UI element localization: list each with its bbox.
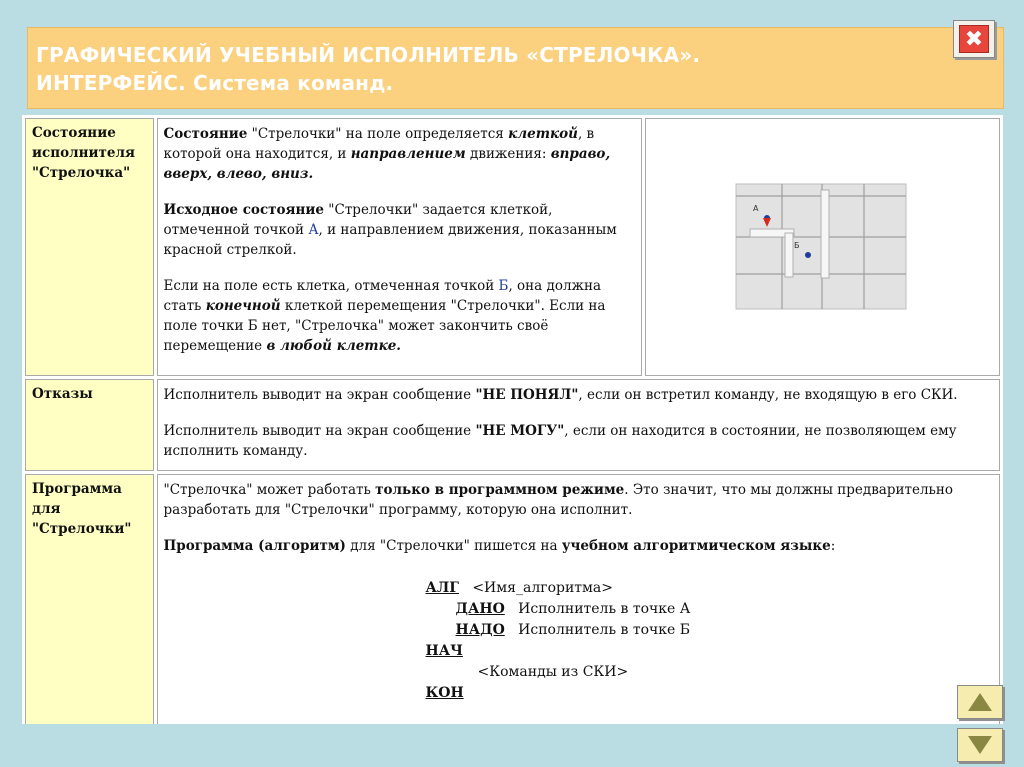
state-paragraph-2: Исходное состояние "Стрелочки" задается клеткой, отмеченной точкой А, и направлением движения, показанным красной стрелкой. xyxy=(163,202,617,258)
next-slide-button[interactable] xyxy=(957,728,1003,762)
title-banner xyxy=(27,27,1004,109)
algorithm-template xyxy=(426,578,993,704)
page-title-line2: ИНТЕРФЕЙС. Система команд. xyxy=(36,71,394,95)
table-row-state xyxy=(25,118,1000,376)
triangle-down-icon xyxy=(967,735,993,755)
program-paragraph-2: Программа (алгоритм) для "Стрелочки" пишется на учебном алгоритмическом языке: xyxy=(163,538,836,554)
close-icon: ✖ xyxy=(959,25,989,53)
info-table xyxy=(22,115,1003,724)
point-a-label: А xyxy=(752,204,758,213)
code-line-kon: КОН xyxy=(425,685,464,701)
wall-vertical-2 xyxy=(785,233,793,277)
previous-slide-button[interactable] xyxy=(957,685,1003,719)
wall-vertical xyxy=(821,190,829,278)
program-paragraph-1: "Стрелочка" может работать только в программном режиме. Это значит, что мы должны предварительно разработать для "Стрелочки" программу, которую она исполнит. xyxy=(163,482,954,518)
refusals-description xyxy=(157,379,1000,471)
code-line-dano: ДАНО Исполнитель в точке А xyxy=(455,601,691,617)
program-description xyxy=(157,474,1000,724)
row-label-program: Программа для "Стрелочки" xyxy=(25,474,154,724)
code-line-alg: АЛГ <Имя_алгоритма> xyxy=(425,580,613,596)
point-b-marker xyxy=(805,252,811,258)
code-line-nach: НАЧ xyxy=(425,643,463,659)
refusals-paragraph-1: Исполнитель выводит на экран сообщение "НЕ ПОНЯЛ", если он встретил команду, не входящую в его СКИ. xyxy=(163,387,958,403)
content-panel xyxy=(22,115,1003,724)
code-line-commands: <Команды из СКИ> xyxy=(477,664,629,680)
page-title-line1: ГРАФИЧЕСКИЙ УЧЕБНЫЙ ИСПОЛНИТЕЛЬ «СТРЕЛОЧКА». xyxy=(36,43,701,67)
table-row-refusals xyxy=(25,379,1000,471)
field-grid-image xyxy=(646,119,998,369)
state-description xyxy=(157,118,642,376)
triangle-up-icon xyxy=(967,692,993,712)
row-label-state: Состояние исполнителя "Стрелочка" xyxy=(25,118,154,376)
code-line-nado: НАДО Исполнитель в точке Б xyxy=(455,622,691,638)
state-paragraph-3: Если на поле есть клетка, отмеченная точкой Б, она должна стать конечной клеткой перемещения "Стрелочки". Если на поле точки Б нет, "Стрелочка" может закончить своё перемещение в любой клетке. xyxy=(163,278,606,354)
refusals-paragraph-2: Исполнитель выводит на экран сообщение "НЕ МОГУ", если он находится в состоянии, не позволяющем ему исполнить команду. xyxy=(163,423,957,459)
row-label-refusals: Отказы xyxy=(25,379,154,471)
table-row-program xyxy=(25,474,1000,724)
state-paragraph-1: Состояние "Стрелочки" на поле определяется клеткой, в которой она находится, и направлением движения: вправо, вверх, влево, вниз. xyxy=(163,126,611,182)
field-illustration-cell xyxy=(645,118,1000,376)
point-b-label: Б xyxy=(793,241,800,250)
close-button[interactable] xyxy=(953,20,995,58)
